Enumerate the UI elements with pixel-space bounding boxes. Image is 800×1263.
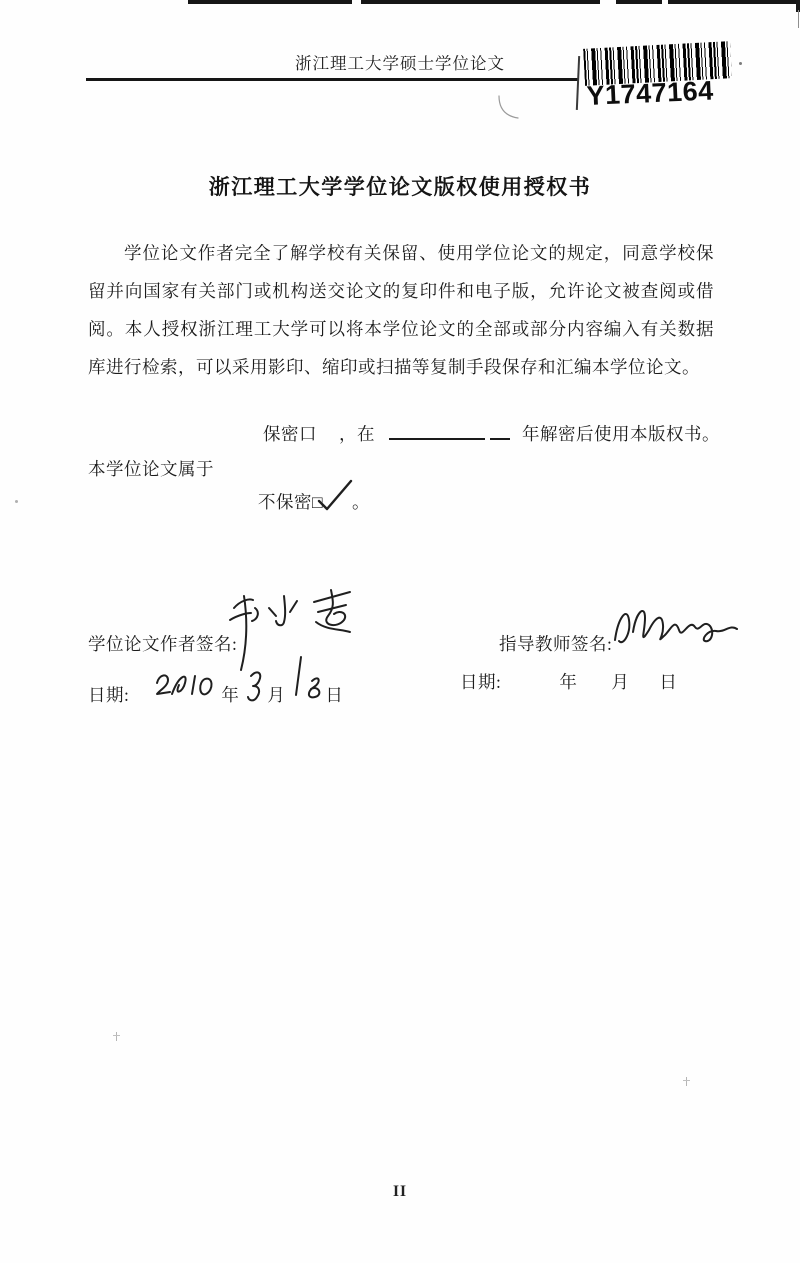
thesis-belongs-label: 本学位论文属于: [88, 459, 214, 479]
advisor-signature-label: 指导教师签名:: [499, 634, 613, 654]
year-blank-underline-short: [490, 421, 510, 440]
scan-edge-gap: [600, 0, 616, 4]
author-date-label: 日期:: [88, 685, 130, 705]
day-unit: 日: [659, 672, 678, 692]
secret-option-suffix: 年解密后使用本版权书。: [522, 424, 720, 444]
author-signature-label: 学位论文作者签名:: [88, 634, 238, 654]
year-unit: 年: [221, 685, 240, 705]
running-header: 浙江理工大学硕士学位论文: [295, 54, 505, 73]
handwritten-day-value: [291, 671, 323, 701]
handwritten-check-icon: [316, 478, 354, 514]
month-unit: 月: [611, 672, 630, 692]
scan-speck: [113, 1032, 120, 1041]
scan-stray-mark: [497, 94, 521, 120]
scan-edge-artifact: [188, 0, 800, 4]
secret-option-line: [263, 421, 720, 446]
header-rule: [86, 78, 578, 81]
public-option-label: 不保密□: [258, 492, 324, 512]
public-option-line: [258, 489, 370, 514]
secret-option-middle: ，在: [339, 424, 375, 444]
month-unit: 月: [267, 685, 286, 705]
author-date-line: [88, 669, 343, 707]
year-unit: 年: [559, 672, 578, 692]
scan-edge-gap: [662, 0, 668, 4]
scan-edge-artifact: [798, 10, 800, 28]
author-signature-handwriting: [220, 586, 365, 676]
secret-option-label: 保密口: [263, 424, 317, 444]
advisor-date-label: 日期:: [460, 672, 502, 692]
scan-speck: [15, 500, 18, 503]
advisor-signature-handwriting: [610, 600, 742, 658]
public-option-suffix: 。: [351, 492, 370, 512]
scan-edge-gap: [352, 0, 361, 4]
page-number: II: [392, 1183, 408, 1200]
page-title: 浙江理工大学学位论文版权使用授权书: [208, 175, 592, 199]
handwritten-month-value: [247, 669, 265, 701]
day-unit: 日: [325, 685, 344, 705]
barcode-number: Y1747164: [586, 75, 715, 111]
advisor-date-line: [460, 669, 677, 694]
year-blank-underline: [389, 421, 485, 440]
handwritten-year-value: [155, 671, 219, 701]
scan-speck: [683, 1077, 690, 1086]
authorization-paragraph: 学位论文作者完全了解学校有关保留、使用学位论文的规定，同意学校保留并向国家有关部门或机构送交论文的复印件和电子版，允许论文被查阅或借阅。本人授权浙江理工大学可以将本学位论文的全部或部分内容编入有关数据库进行检索，可以采用影印、缩印或扫描等复制手段保存和汇编本学位论文。: [88, 243, 714, 377]
